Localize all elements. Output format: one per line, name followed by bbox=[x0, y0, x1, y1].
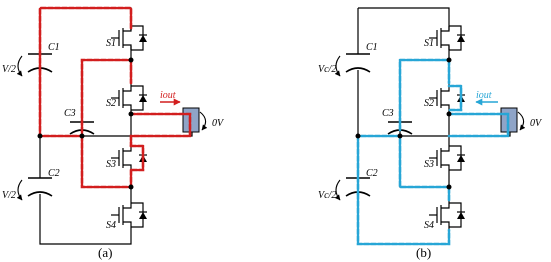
caption-b: (b) bbox=[416, 245, 432, 260]
dc-voltage-top-a: V/2 bbox=[2, 64, 16, 75]
label-s1-b: S1 bbox=[424, 38, 434, 49]
label-c2-b: C2 bbox=[366, 168, 378, 179]
switch-s3 bbox=[111, 143, 147, 173]
switch-s1-b bbox=[429, 26, 465, 50]
caption-a: (a) bbox=[98, 245, 113, 260]
voltage-arrow-out-a bbox=[200, 112, 206, 130]
output-voltage-b: 0V bbox=[530, 118, 542, 129]
capacitor-c1-b bbox=[346, 54, 370, 72]
panel-b-wiring bbox=[358, 8, 510, 244]
dc-voltage-bottom-b: Vc/2 bbox=[318, 190, 337, 201]
switch-s3-b bbox=[429, 143, 465, 173]
dc-voltage-bottom-a: V/2 bbox=[2, 190, 16, 201]
current-label-b: iout bbox=[476, 90, 492, 101]
conduction-path-b bbox=[358, 60, 508, 244]
label-c3-b: C3 bbox=[382, 108, 394, 119]
label-c1-b: C1 bbox=[366, 42, 378, 53]
voltage-arrow-out-b bbox=[518, 112, 524, 130]
label-s1-a: S1 bbox=[106, 38, 116, 49]
label-s4-b: S4 bbox=[424, 220, 434, 231]
voltage-arrow-c2-b bbox=[336, 180, 340, 200]
label-s2-a: S2 bbox=[106, 98, 116, 109]
switch-s2 bbox=[111, 83, 147, 113]
panel-a-wiring bbox=[40, 8, 192, 244]
label-s2-b: S2 bbox=[424, 98, 434, 109]
label-c1-a: C1 bbox=[48, 42, 60, 53]
output-voltage-a: 0V bbox=[212, 118, 224, 129]
current-label-a: iout bbox=[160, 90, 176, 101]
voltage-arrow-c1 bbox=[18, 56, 22, 76]
switch-s4-b bbox=[429, 200, 465, 230]
panel-b bbox=[318, 8, 543, 260]
panel-a bbox=[2, 8, 225, 260]
voltage-arrow-c1-b bbox=[336, 56, 340, 76]
label-c2-a: C2 bbox=[48, 168, 60, 179]
capacitor-c2 bbox=[28, 178, 52, 196]
switch-s2-b bbox=[429, 83, 465, 113]
switch-s1 bbox=[111, 26, 147, 50]
dc-voltage-top-b: Vc/2 bbox=[318, 64, 337, 75]
label-c3-a: C3 bbox=[64, 108, 76, 119]
switch-s4 bbox=[111, 200, 147, 230]
label-s3-b: S3 bbox=[424, 159, 434, 170]
voltage-arrow-c2 bbox=[18, 180, 22, 200]
label-s3-a: S3 bbox=[106, 159, 116, 170]
label-s4-a: S4 bbox=[106, 220, 116, 231]
